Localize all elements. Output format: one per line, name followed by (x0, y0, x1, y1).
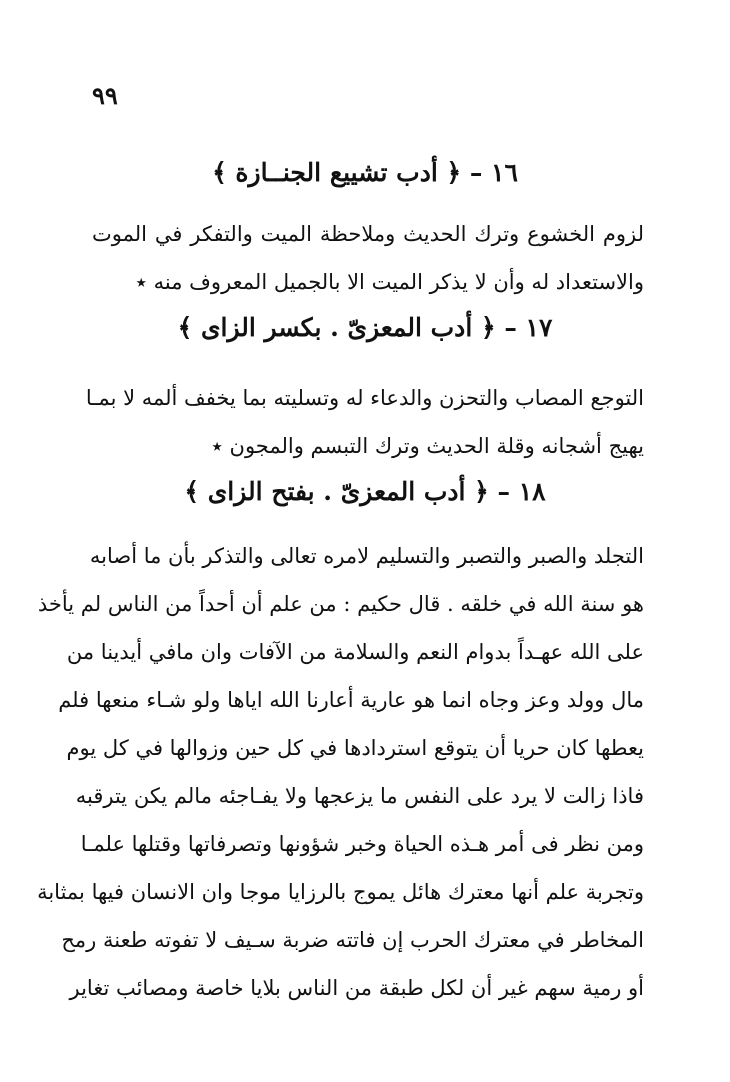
section-body-16 (92, 210, 644, 306)
text-line: والاستعداد له وأن لا يذكر الميت الا بالجميل المعروف منه ٭ (135, 270, 644, 294)
text-line: فاذا زالت لا يرد على النفس ما يزعجها ولا يفـاجئه مالم يكن يترقبه (75, 784, 644, 808)
text-line: المخاطر في معترك الحرب إن فاتته ضربة سـيف لا تفوته طعنة رمح (61, 928, 644, 952)
text-line: هو سنة الله في خلقه . قال حكيم : من علم أن أحداً من الناس لم يأخذ (37, 592, 644, 616)
page-number: ٩٩ (92, 81, 118, 110)
text-line: وتجربة علم أنها معترك هائل يموج بالرزايا موجا وان الانسان فيها بمثابة (37, 880, 644, 904)
section-body-17 (85, 374, 644, 470)
text-line: يهيج أشجانه وقلة الحديث وترك التبسم والمجون ٭ (211, 434, 644, 458)
text-line: لزوم الخشوع وترك الحديث وملاحظة الميت والتفكر في الموت (92, 222, 644, 246)
text-line: أو رمية سهم غير أن لكل طبقة من الناس بلايا خاصة ومصائب تغاير (69, 976, 644, 1000)
text-line: التوجع المصاب والتحزن والدعاء له وتسليته بما يخفف ألمه لا بمـا (85, 386, 644, 410)
text-line: ومن نظر فى أمر هـذه الحياة وخبر شؤونها وتصرفاتها وقتلها علمـا (80, 832, 644, 856)
section-heading-17: ١٧ – ﴿ أدب المعزىّ . بكسر الزاى ﴾ (177, 313, 553, 342)
text-line: يعطها كان حريا أن يتوقع استردادها في كل حين وزوالها في كل يوم (66, 736, 644, 760)
text-line: التجلد والصبر والتصبر والتسليم لامره تعالى والتذكر بأن ما أصابه (89, 544, 644, 568)
text-line: مال وولد وعز وجاه انما هو عارية أعارنا الله اياها ولو شـاء منعها فلم (58, 688, 644, 712)
section-heading-18: ١٨ – ﴿ أدب المعزىّ . بفتح الزاى ﴾ (184, 477, 546, 506)
section-body-18 (37, 532, 644, 1012)
text-line: على الله عهـداً بدوام النعم والسلامة من الآفات وان مافي أيدينا من (66, 640, 644, 664)
section-heading-16: ١٦ – ﴿ أدب تشييع الجنــازة ﴾ (212, 158, 518, 187)
